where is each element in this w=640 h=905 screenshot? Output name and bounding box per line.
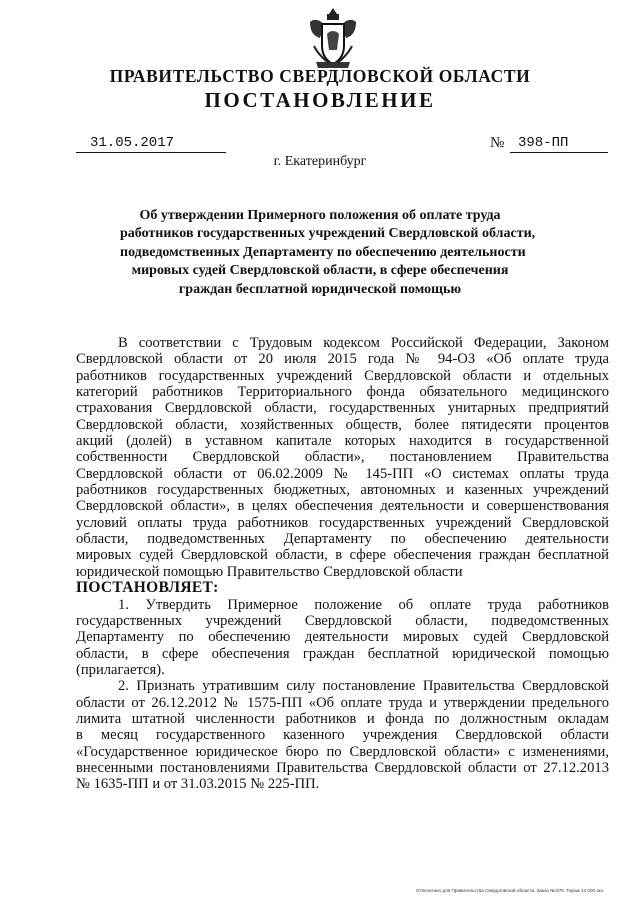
- preamble-line: мировых судей Свердловской области, в сфере обеспечения граждан бесплатной: [76, 547, 609, 564]
- subject-line: мировых судей Свердловской области, в сфере обеспечения: [131, 263, 509, 279]
- preamble-line: работников государственных бюджетных, автономных и казенных учреждений: [76, 482, 609, 499]
- preamble-line: Свердловской области», в целях обеспечения деятельности и совершенствования: [76, 498, 609, 515]
- preamble-line: категорий работников Территориального фонда обязательного медицинского: [76, 384, 609, 401]
- preamble-line: акций (долей) в уставном капитале которых находится в государственной: [76, 433, 609, 450]
- item1-line: области, в сфере обеспечения граждан бесплатной юридической помощью: [76, 645, 609, 662]
- preamble-line: страхования Свердловской области, государственных унитарных предприятий: [76, 400, 609, 417]
- number-sign: №: [490, 135, 505, 151]
- preamble-line: работников государственных учреждений Свердловской области и отдельных: [76, 367, 609, 384]
- preamble-line: Свердловской области от 20 июля 2015 года № 94-ОЗ «Об оплате труда: [76, 351, 609, 368]
- item2-line: внесенными постановлениями Правительства Свердловской области от 27.12.2013: [76, 759, 609, 776]
- preamble-line: Свердловской области от 06.02.2009 № 145-ПП «О системах оплаты труда: [76, 465, 609, 482]
- government-title: ПРАВИТЕЛЬСТВО СВЕРДЛОВСКОЙ ОБЛАСТИ: [109, 66, 531, 86]
- item2-line: № 1635-ПП и от 31.03.2015 № 225-ПП.: [76, 776, 320, 793]
- item1-line: Департаменту по обеспечению деятельности мировых судей Свердловской: [76, 629, 609, 646]
- item2-line: области от 26.12.2012 № 1575-ПП «Об оплате труда и утверждении предельного: [76, 694, 609, 711]
- item1-line: (прилагается).: [76, 661, 165, 678]
- print-footer: Отпечатано для Правительства Свердловской области. Заказ № 575. Тираж 14 000 экз.: [416, 888, 605, 893]
- document-number: 398-ПП: [510, 134, 608, 153]
- preamble-line: собственности Свердловской области», постановлением Правительства: [76, 449, 609, 466]
- subject-line: работников государственных учреждений Свердловской области,: [120, 226, 536, 242]
- item2-line: лимита штатной численности работников и фонда по должностным окладам: [76, 710, 609, 727]
- item2-line: в месяц государственного казенного учреждения Свердловской области: [76, 727, 609, 744]
- city: г. Екатеринбург: [273, 154, 367, 169]
- document-type: ПОСТАНОВЛЕНИЕ: [204, 88, 436, 112]
- preamble-line: юридической помощью Правительство Свердловской области: [76, 563, 463, 580]
- subject-line: Об утверждении Примерного положения об оплате труда: [139, 208, 501, 223]
- document-body: [76, 335, 609, 793]
- decree-word: ПОСТАНОВЛЯЕТ:: [76, 580, 219, 597]
- item2-line: 2. Признать утратившим силу постановление Правительства Свердловской: [118, 678, 609, 695]
- document-subject: [120, 207, 536, 299]
- preamble-line: Свердловской области, хозяйственных обществ, более пятидесяти процентов: [76, 416, 609, 433]
- preamble-line: области, подведомственных Департаменту по обеспечению деятельности: [76, 531, 609, 548]
- subject-line: подведомственных Департаменту по обеспечению деятельности: [120, 244, 526, 260]
- coat-of-arms-icon: [304, 6, 362, 72]
- document-date: 31.05.2017: [76, 134, 226, 153]
- subject-line: граждан бесплатной юридической помощью: [178, 281, 462, 297]
- item1-line: 1. Утвердить Примерное положение об оплате труда работников: [118, 596, 609, 613]
- preamble-line: условий оплаты труда работников государственных учреждений Свердловской: [76, 514, 609, 531]
- item1-line: государственных учреждений Свердловской области, подведомственных: [76, 612, 609, 629]
- preamble-line: В соответствии с Трудовым кодексом Российской Федерации, Законом: [118, 335, 609, 351]
- item2-line: «Государственное юридическое бюро по Свердловской области» с изменениями,: [76, 743, 609, 760]
